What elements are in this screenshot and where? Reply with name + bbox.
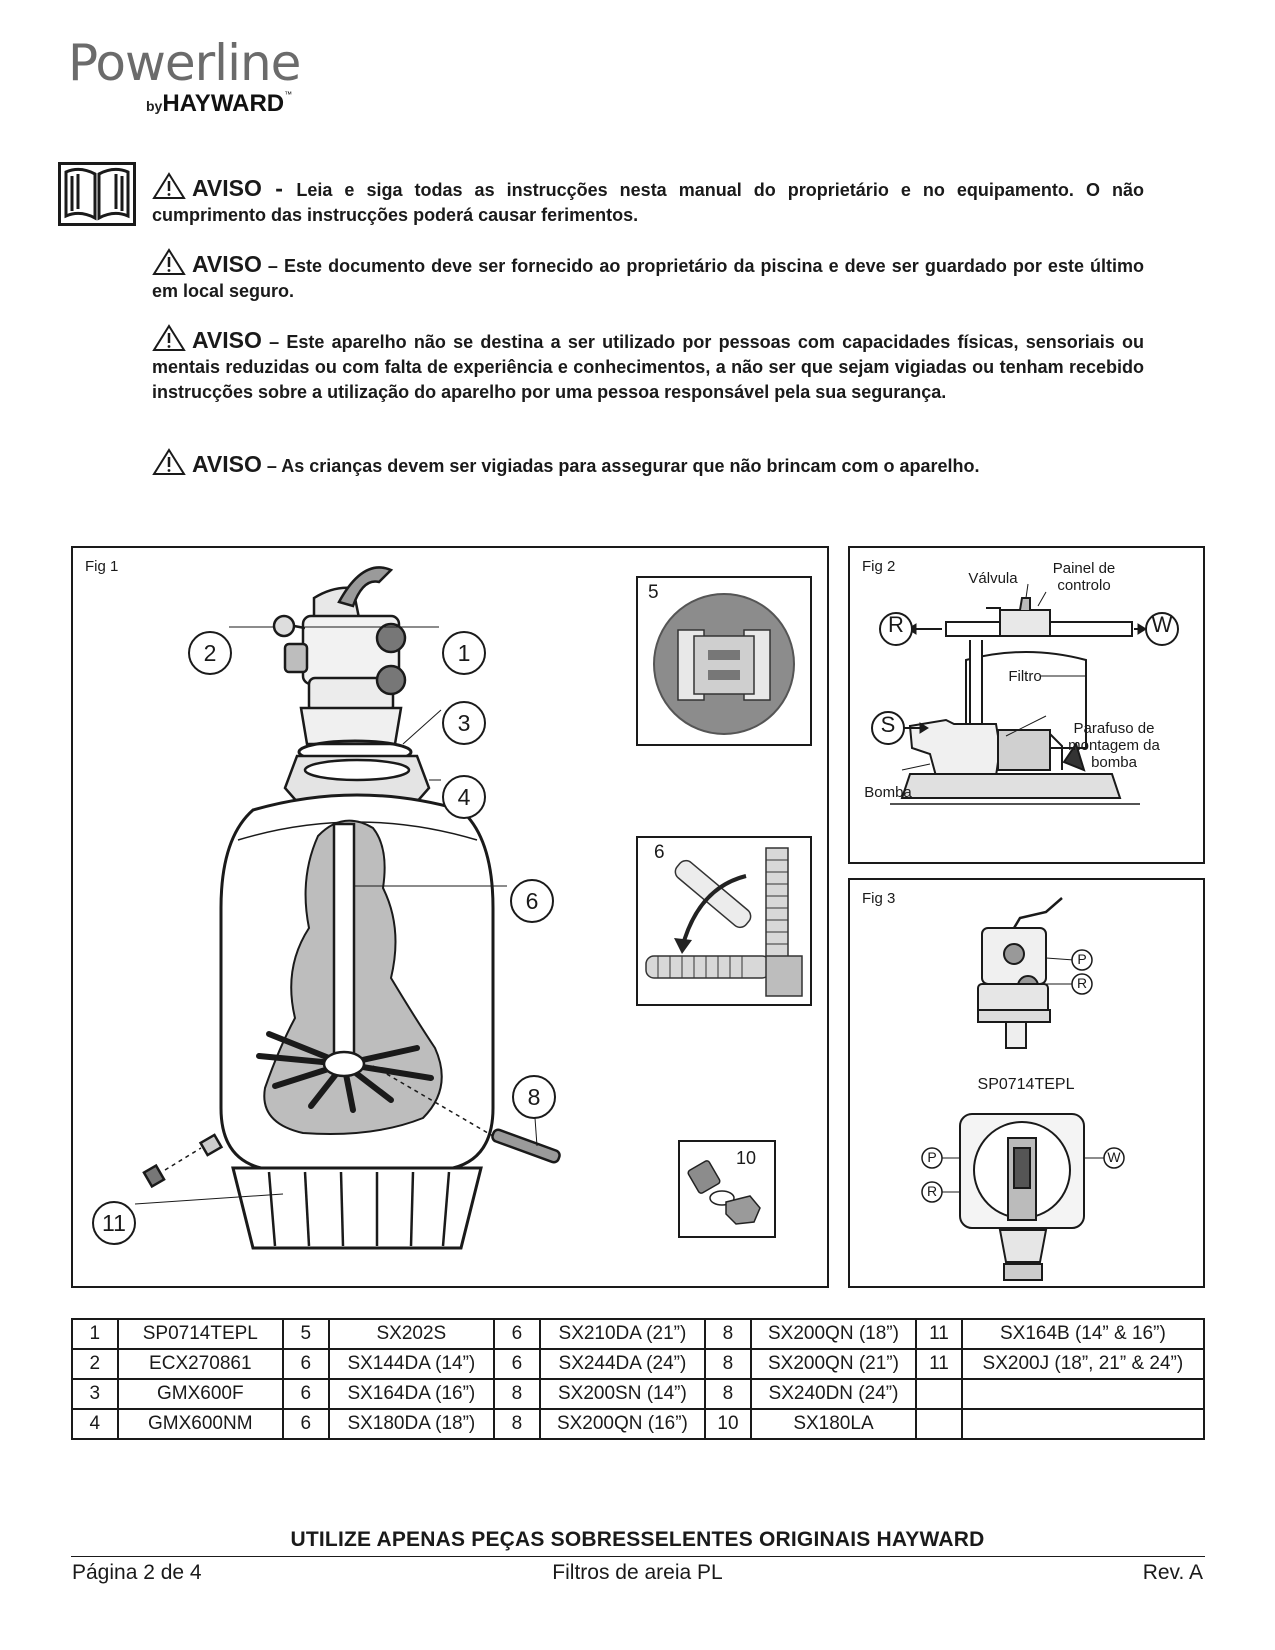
warning-keyword: AVISO xyxy=(192,175,262,201)
fig3-label: Fig 3 xyxy=(862,890,896,907)
warning-text: Este aparelho não se destina a ser utilizado por pessoas com capacidades físicas, sensoriais ou mentais reduzidas ou com falta de experiência e conhecimentos, a não ser que sejam vigiadas ou tenham recebido instrucções sobre a utilização do aparelho por uma pessoa responsável pela sua segurança. xyxy=(152,332,1145,402)
svg-text:3: 3 xyxy=(457,710,471,736)
part-number-cell: 6 xyxy=(283,1409,329,1439)
part-code-cell: ECX270861 xyxy=(118,1349,284,1379)
fig2-s-label: S xyxy=(880,712,896,737)
part-number-cell: 2 xyxy=(72,1349,118,1379)
part-number-cell: 5 xyxy=(283,1319,329,1349)
part-number-cell: 3 xyxy=(72,1379,118,1409)
logo-by: by xyxy=(146,98,163,114)
fig2-panel xyxy=(848,546,1205,864)
fig2-label: Fig 2 xyxy=(862,558,896,575)
part-code-cell: SX164DA (16”) xyxy=(329,1379,495,1409)
part-code-cell: SX200SN (14”) xyxy=(540,1379,706,1409)
part-number-cell: 11 xyxy=(916,1349,962,1379)
fig3-w-label-top: W xyxy=(1107,1149,1121,1165)
part-code-cell: SP0714TEPL xyxy=(118,1319,284,1349)
inset-10 xyxy=(678,1140,776,1238)
part-code-cell: SX164B (14” & 16”) xyxy=(962,1319,1204,1349)
part-code-cell: SX244DA (24”) xyxy=(540,1349,706,1379)
logo-byline xyxy=(146,90,292,118)
callout-6 xyxy=(509,878,555,924)
footer-divider xyxy=(71,1556,1205,1557)
fig1-label: Fig 1 xyxy=(85,558,119,575)
part-number-cell: 8 xyxy=(705,1379,751,1409)
part-number-cell: 8 xyxy=(494,1379,540,1409)
parts-table xyxy=(71,1318,1205,1440)
part-number-cell xyxy=(916,1409,962,1439)
page-number: Página 2 de 4 xyxy=(72,1561,202,1584)
warning-separator: – xyxy=(261,256,284,276)
warning-1 xyxy=(152,172,1144,228)
warning-text: Este documento deve ser fornecido ao proprietário da piscina e deve ser guardado por este último em local seguro. xyxy=(152,256,1145,301)
part-number-cell: 6 xyxy=(283,1349,329,1379)
warning-separator: – xyxy=(261,456,282,476)
part-code-cell: SX200J (18”, 21” & 24”) xyxy=(962,1349,1204,1379)
callout-3 xyxy=(441,700,487,746)
warning-triangle-icon xyxy=(152,324,186,352)
fig2-valve-label: Válvula xyxy=(968,570,1018,587)
inset-10-number: 10 xyxy=(736,1148,757,1168)
part-code-cell: SX180LA xyxy=(751,1409,917,1439)
callout-8 xyxy=(511,1074,557,1120)
fig2-control-panel-label: Painel de controlo xyxy=(1052,560,1116,594)
fig3-model-label: SP0714TEPL xyxy=(977,1076,1075,1093)
warning-4 xyxy=(152,448,1144,479)
valve-gasket-illustration xyxy=(638,578,810,744)
part-number-cell: 10 xyxy=(705,1409,751,1439)
svg-text:11: 11 xyxy=(102,1210,126,1236)
part-number-cell: 8 xyxy=(705,1349,751,1379)
part-code-cell: GMX600F xyxy=(118,1379,284,1409)
svg-text:1: 1 xyxy=(457,640,471,666)
part-code-cell: SX200QN (18”) xyxy=(751,1319,917,1349)
part-code-cell: SX202S xyxy=(329,1319,495,1349)
warning-triangle-icon xyxy=(152,448,186,476)
fig2-pump-label: Bomba xyxy=(864,784,912,801)
warning-keyword: AVISO xyxy=(192,451,262,477)
fig3-p-label-top: P xyxy=(927,1149,937,1165)
manual-book-icon xyxy=(58,162,136,226)
inset-6 xyxy=(636,836,812,1006)
fig2-w-label: W xyxy=(1151,612,1173,637)
part-number-cell: 11 xyxy=(916,1319,962,1349)
part-code-cell: GMX600NM xyxy=(118,1409,284,1439)
table-row xyxy=(72,1349,1204,1379)
fig3-r-label-top: R xyxy=(926,1183,938,1199)
revision-label: Rev. A xyxy=(1142,1561,1203,1584)
fig2-r-label: R xyxy=(888,612,904,637)
warning-2 xyxy=(152,248,1144,304)
part-number-cell: 8 xyxy=(705,1319,751,1349)
part-number-cell xyxy=(916,1379,962,1409)
fig3-panel xyxy=(848,878,1205,1288)
svg-text:8: 8 xyxy=(527,1084,541,1110)
warning-separator: - xyxy=(261,175,297,201)
fig2-filter-label: Filtro xyxy=(1008,668,1042,685)
part-code-cell xyxy=(962,1379,1204,1409)
callout-11 xyxy=(91,1200,137,1246)
warning-keyword: AVISO xyxy=(192,327,262,353)
inset-5-number: 5 xyxy=(648,582,659,603)
table-row xyxy=(72,1379,1204,1409)
warning-text: Leia e siga todas as instrucções nesta manual do proprietário e no equipamento. O não cumprimento das instrucções poderá causar ferimentos. xyxy=(152,180,1144,225)
fig3-r-label-side: R xyxy=(1076,975,1088,991)
drain-cap-illustration xyxy=(680,1142,774,1236)
part-code-cell: SX240DN (24”) xyxy=(751,1379,917,1409)
part-number-cell: 8 xyxy=(494,1409,540,1439)
lateral-assembly-illustration xyxy=(638,838,810,1004)
original-parts-notice: UTILIZE APENAS PEÇAS SOBRESSELENTES ORIGINAIS HAYWARD xyxy=(290,1528,985,1551)
logo-wordmark: Powerline xyxy=(68,34,301,92)
svg-text:2: 2 xyxy=(203,640,217,666)
warning-3 xyxy=(152,324,1144,405)
callout-4 xyxy=(441,774,487,820)
svg-text:4: 4 xyxy=(457,784,471,810)
table-row xyxy=(72,1319,1204,1349)
part-number-cell: 6 xyxy=(283,1379,329,1409)
part-number-cell: 6 xyxy=(494,1319,540,1349)
callout-1 xyxy=(441,630,487,676)
warning-keyword: AVISO xyxy=(192,251,262,277)
part-code-cell: SX144DA (14”) xyxy=(329,1349,495,1379)
logo-maker: HAYWARD xyxy=(162,90,285,117)
part-code-cell xyxy=(962,1409,1204,1439)
part-code-cell: SX210DA (21”) xyxy=(540,1319,706,1349)
brand-logo xyxy=(68,34,301,117)
callout-2 xyxy=(187,630,233,676)
part-code-cell: SX180DA (18”) xyxy=(329,1409,495,1439)
fig3-p-label-side: P xyxy=(1077,951,1087,967)
part-number-cell: 1 xyxy=(72,1319,118,1349)
fig2-installation-drawing xyxy=(850,548,1203,862)
warning-text: As crianças devem ser vigiadas para assegurar que não brincam com o aparelho. xyxy=(281,456,980,476)
warning-triangle-icon xyxy=(152,248,186,276)
logo-tm: ™ xyxy=(284,90,293,99)
document-title: Filtros de areia PL xyxy=(552,1561,723,1584)
inset-5 xyxy=(636,576,812,746)
part-code-cell: SX200QN (21”) xyxy=(751,1349,917,1379)
warning-separator: – xyxy=(261,332,287,352)
fig1-panel xyxy=(71,546,829,1288)
warning-triangle-icon xyxy=(152,172,186,200)
part-number-cell: 4 xyxy=(72,1409,118,1439)
table-row xyxy=(72,1409,1204,1439)
part-code-cell: SX200QN (16”) xyxy=(540,1409,706,1439)
part-number-cell: 6 xyxy=(494,1349,540,1379)
inset-6-number: 6 xyxy=(654,842,665,863)
fig2-mount-screw-label: Parafuso de montagem da bomba xyxy=(1068,720,1160,771)
svg-text:6: 6 xyxy=(525,888,539,914)
